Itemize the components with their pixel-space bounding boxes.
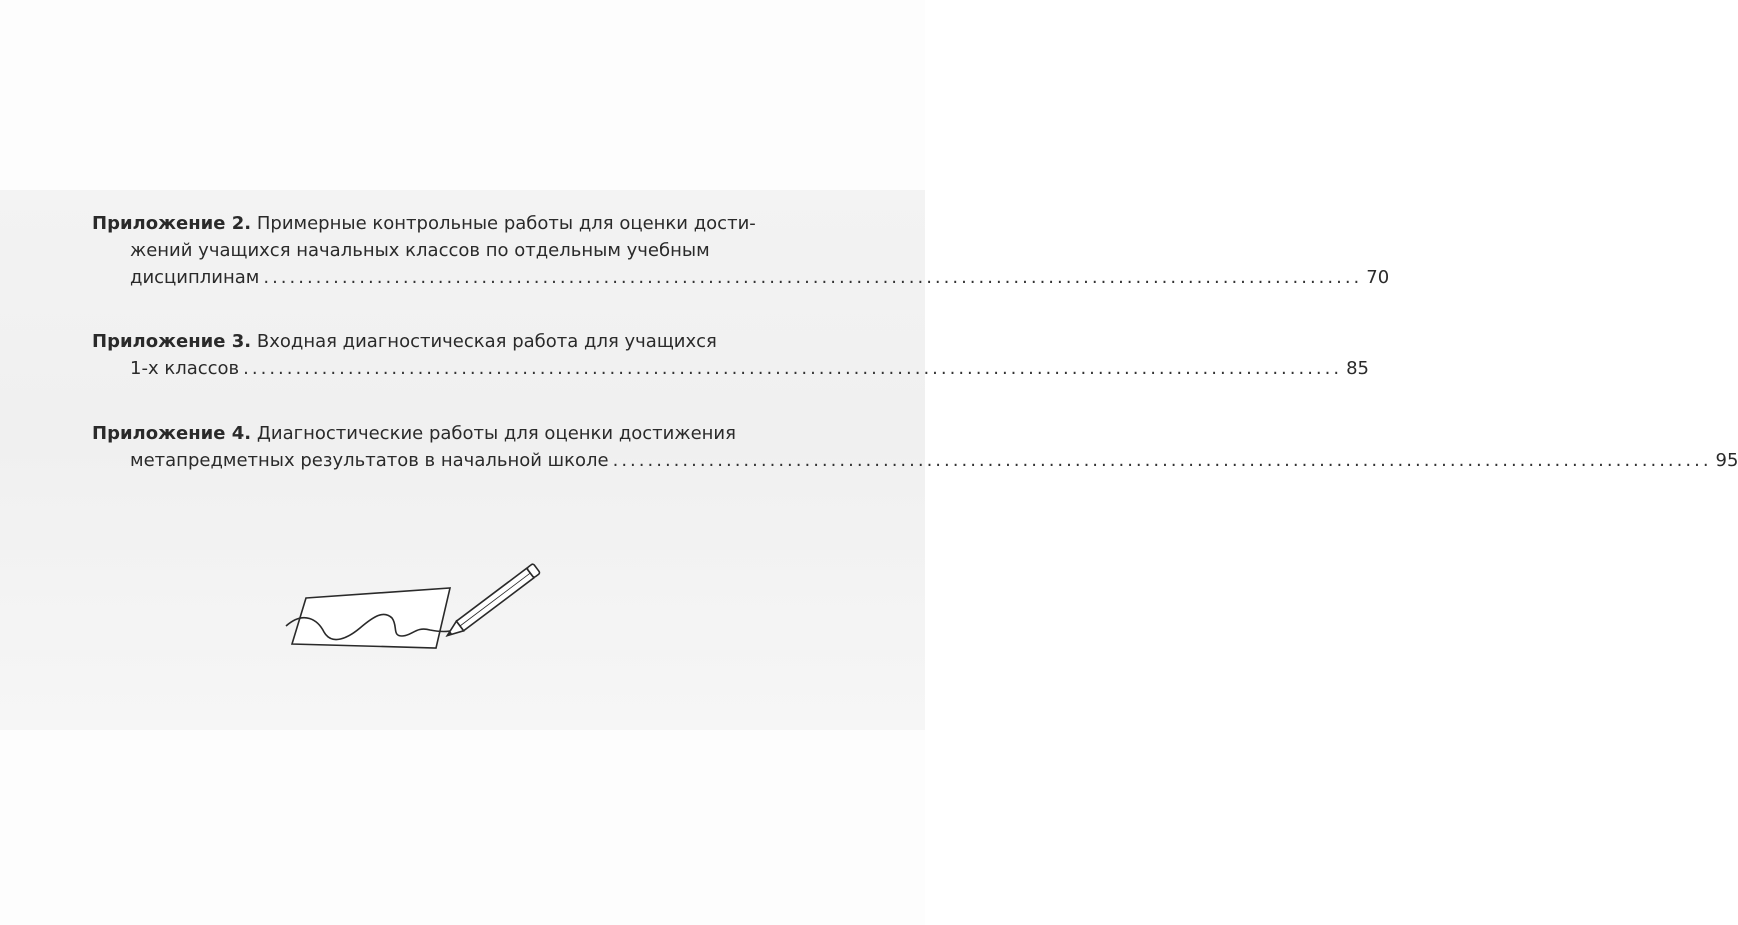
toc-entry-first-line: [92, 328, 872, 355]
dot-leader: ..............................................................................................................................: [263, 267, 1363, 288]
toc-entry-text-tail: дисциплинам: [130, 267, 260, 288]
toc-entry-appendix-2: [92, 210, 1390, 291]
toc-entry-label: Приложение 4.: [92, 423, 252, 444]
dot-leader: ..............................................................................................................................: [243, 358, 1343, 379]
toc-entry-continuation: жений учащихся начальных классов по отдельным учебным: [130, 240, 710, 261]
toc-entry-text: Входная диагностическая работа для учащихся: [256, 331, 717, 352]
toc-entry-label: Приложение 2.: [92, 213, 252, 234]
toc-entry-last-line: [92, 264, 1390, 291]
pencil-writing-icon: [284, 540, 554, 670]
toc-entry-first-line: [92, 420, 872, 447]
toc-page-number: 85: [1346, 358, 1369, 379]
toc-entry-last-line: [92, 355, 1369, 382]
toc-entry-appendix-3: [92, 328, 1369, 382]
toc-entry-label: Приложение 3.: [92, 331, 252, 352]
toc-entry-text-tail: 1-х классов: [130, 358, 240, 379]
toc-entry-last-line: [92, 447, 1738, 474]
toc-entry-appendix-4: [92, 420, 1738, 474]
toc-entry-text-tail: метапредметных результатов в начальной школе: [130, 450, 609, 471]
toc-page-number: 95: [1715, 450, 1738, 471]
toc-entry-first-line: [92, 210, 872, 237]
dot-leader: ..............................................................................................................................: [612, 450, 1712, 471]
toc-page-number: 70: [1366, 267, 1390, 288]
toc-entry-text: Диагностические работы для оценки достижения: [256, 423, 736, 444]
toc-entry-text: Примерные контрольные работы для оценки дости-: [256, 213, 756, 234]
